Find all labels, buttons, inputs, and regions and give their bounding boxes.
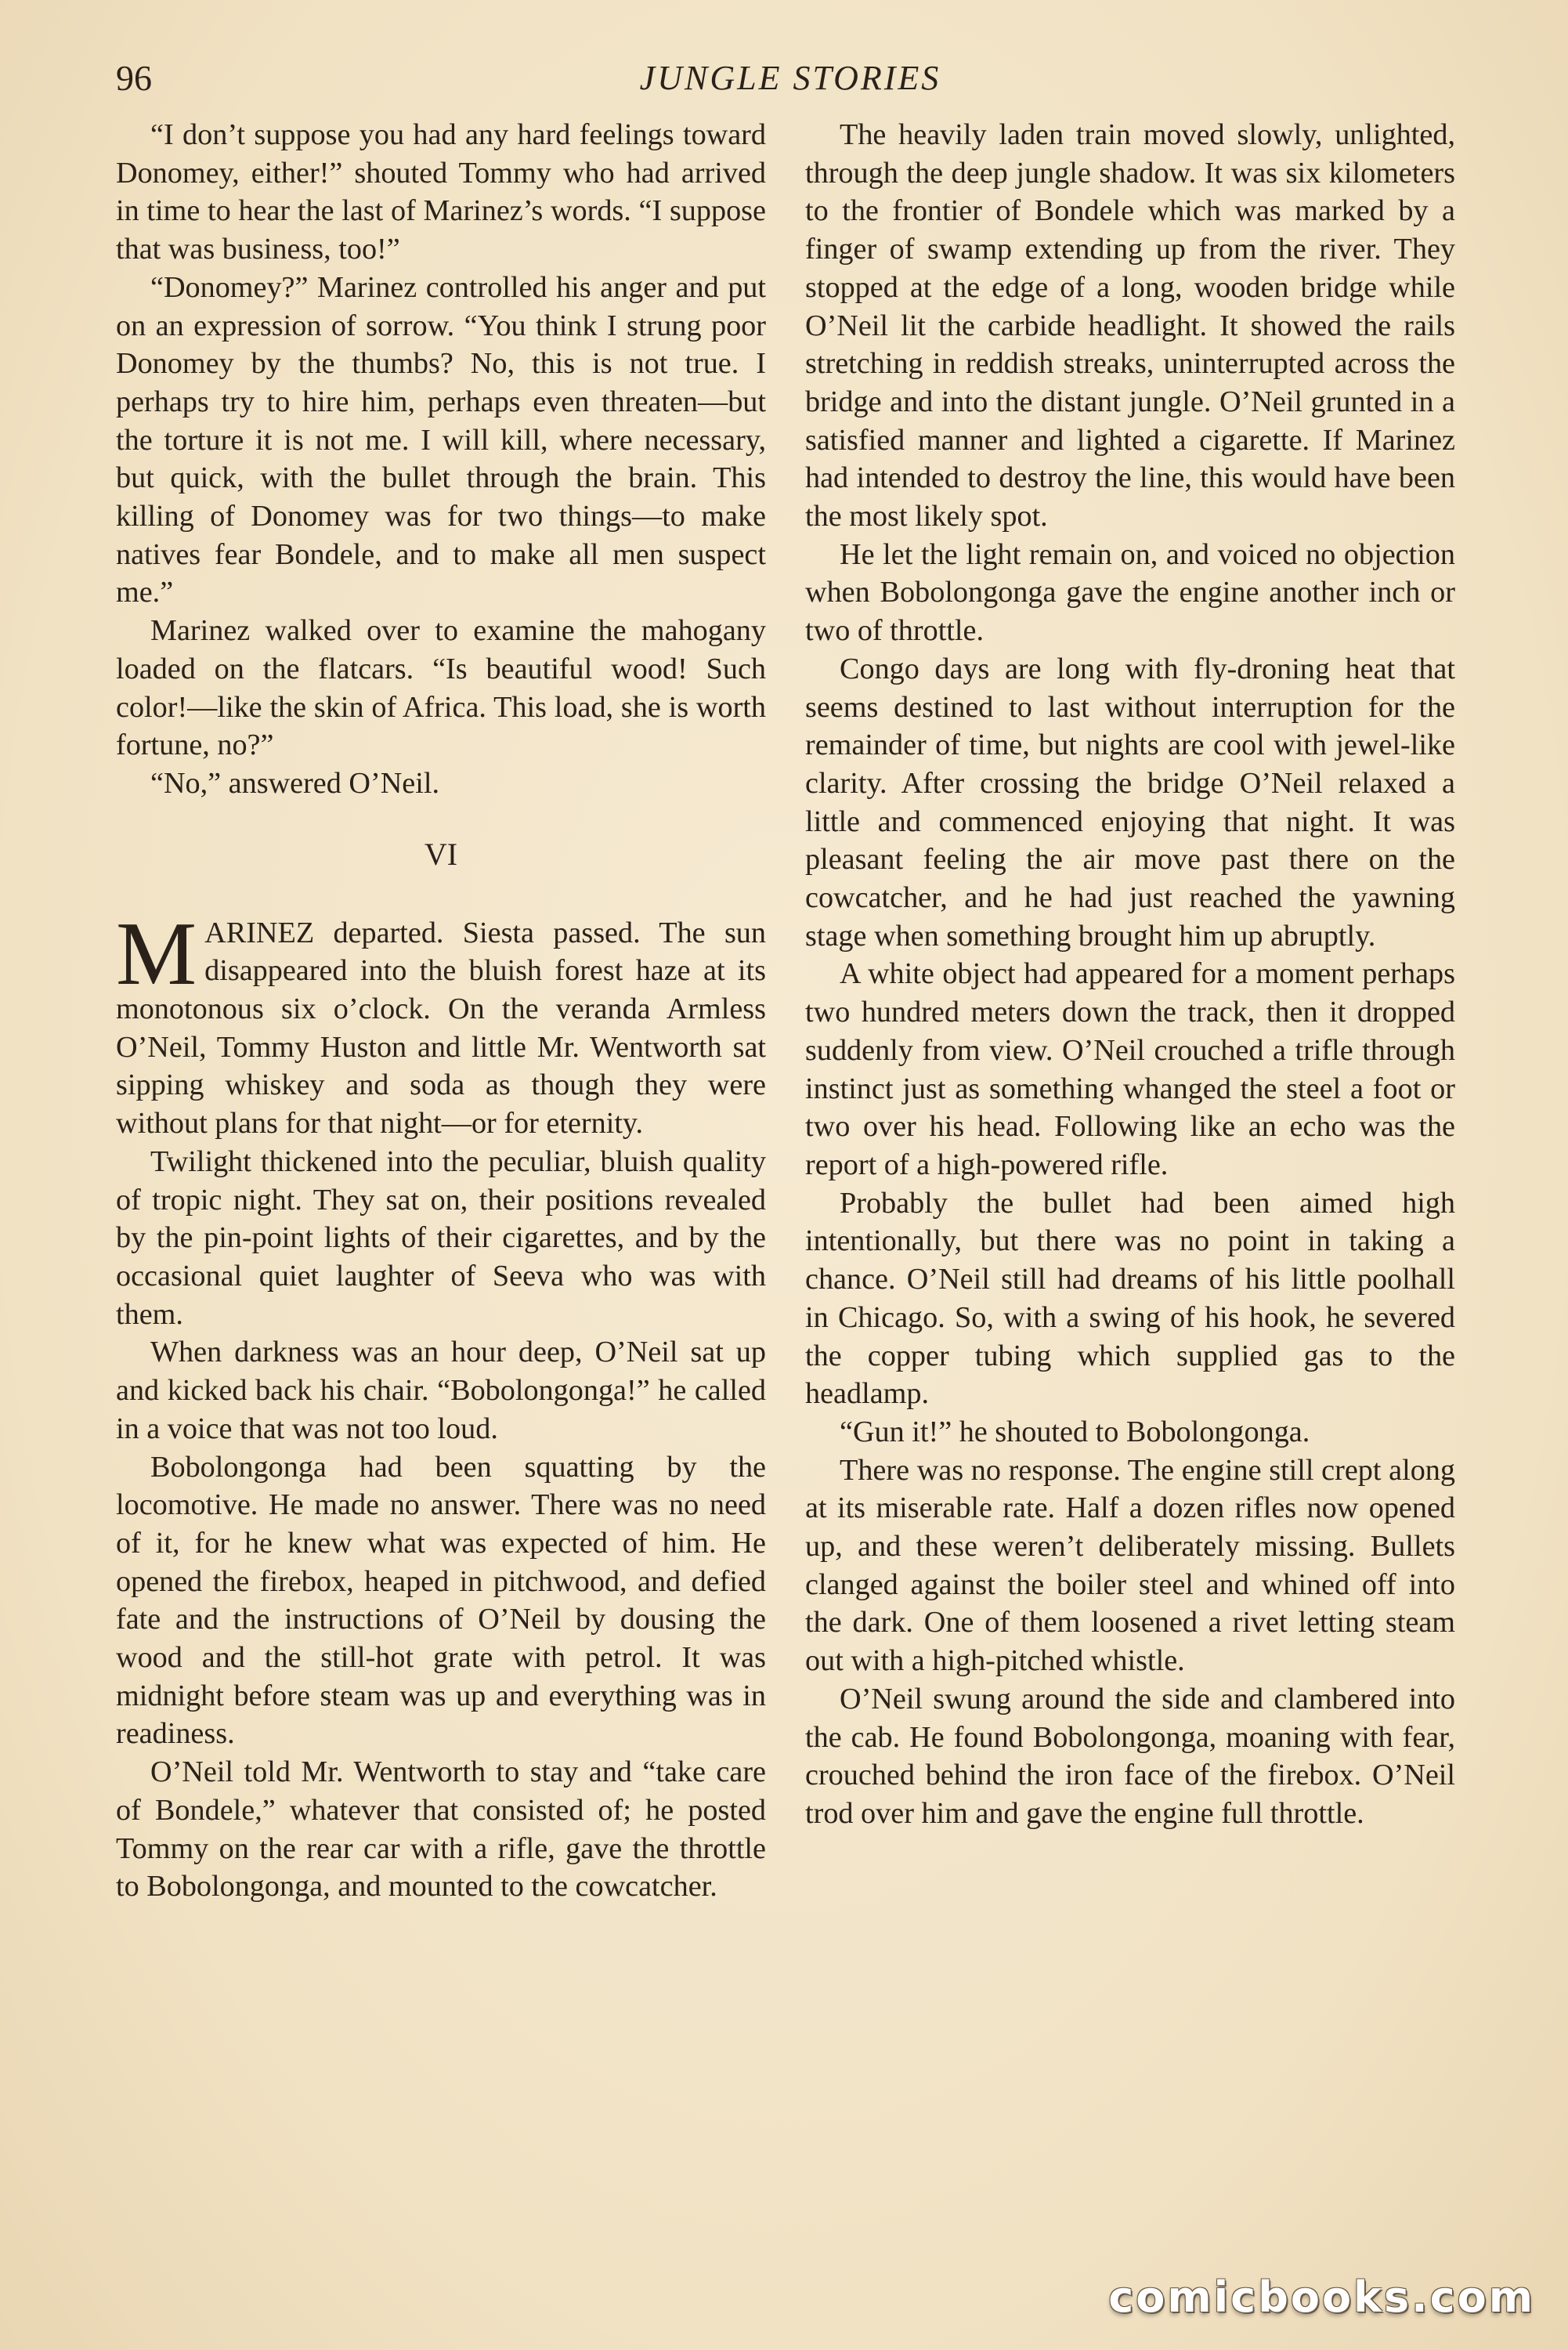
paragraph: The heavily laden train moved slowly, unlighted, through the deep jungle shadow. It was six kilometers to the frontier of Bondele which was marked by a finger of swamp extending up from the river. They stopped at the edge of a long, wooden bridge while O’Neil lit the carbide headlight. It showed the rails stretching in reddish streaks, uninterrupted across the bridge and into the distant jungle. O’Neil grunted in a satisfied manner and lighted a cigarette. If Marinez had intended to destroy the line, this would have been the most likely spot.: [805, 118, 1455, 533]
running-title: JUNGLE STORIES: [639, 59, 941, 97]
paragraph: When darkness was an hour deep, O’Neil sat up and kicked back his chair. “Bobolongonga!” he called in a voice that was not too loud.: [116, 1336, 766, 1445]
left-column: [116, 116, 766, 1906]
paragraph: Marinez walked over to examine the mahogany loaded on the flatcars. “Is beautiful wood! Such color!—like the skin of Africa. This load, she is worth fortune, no?”: [116, 614, 766, 762]
page-header: [116, 55, 1465, 110]
site-watermark: comicbooks.com: [1108, 2272, 1535, 2322]
paragraph: O’Neil swung around the side and clambered into the cab. He found Bobolongonga, moaning with fear, crouched behind the iron face of the firebox. O’Neil trod over him and gave the engine full throttle.: [805, 1682, 1455, 1830]
paragraph: “I don’t suppose you had any hard feelings toward Donomey, either!” shouted Tommy who had arrived in time to hear the last of Marinez’s words. “I suppose that was business, too!”: [116, 118, 766, 266]
paragraph: O’Neil told Mr. Wentworth to stay and “take care of Bondele,” whatever that consisted of; he posted Tommy on the rear car with a rifle, gave the throttle to Bobolongonga, and mounted to the cowcatcher.: [116, 1755, 766, 1904]
dropcap-paragraph: [116, 903, 766, 1143]
dropcap-paragraph-text: ARINEZ departed. Siesta passed. The sun disappeared into the bluish forest haze at its monotonous six o’clock. On the veranda Armless O’Neil, Tommy Huston and little Mr. Wentworth sat sipping whiskey and soda as though they were without plans for that night—or for eternity.: [116, 916, 766, 1141]
paragraph: Twilight thickened into the peculiar, bluish quality of tropic night. They sat on, their positions revealed by the pin-point lights of their cigarettes, and by the occasional quiet laughter of Seeva who was with them.: [116, 1144, 766, 1331]
paragraph: “No,” answered O’Neil.: [150, 766, 439, 800]
page-number: 96: [116, 58, 152, 98]
paragraph: There was no response. The engine still crept along at its miserable rate. Half a dozen rifles now opened up, and these weren’t deliberately missing. Bullets clanged against the boiler steel and whined off into the dark. One of them loosened a rivet letting steam out with a high-pitched whistle.: [805, 1453, 1455, 1678]
right-column: [805, 116, 1455, 1833]
paragraph: A white object had appeared for a moment perhaps two hundred meters down the track, then it dropped suddenly from view. O’Neil crouched a trifle through instinct just as something whanged the steel a foot or two over his head. Following like an echo was the report of a high-powered rifle.: [805, 957, 1455, 1181]
paragraph: “Donomey?” Marinez controlled his anger and put on an expression of sorrow. “You think I strung poor Donomey by the thumbs? No, this is not true. I perhaps try to hire him, perhaps even threaten—but the torture it is not me. I will kill, where necessary, but quick, with the bullet through the brain. This killing of Donomey was for two things—to make natives fear Bondele, and to make all men suspect me.”: [116, 270, 766, 609]
paragraph: Congo days are long with fly-droning heat that seems destined to last without interruption for the remainder of time, but nights are cool with jewel-like clarity. After crossing the bridge O’Neil relaxed a little and commenced enjoying that night. It was pleasant feeling the air move past there on the cowcatcher, and he had just reached the yawning stage when something brought him up abruptly.: [805, 652, 1455, 953]
drop-cap-letter: M: [116, 903, 197, 1004]
paragraph: Probably the bullet had been aimed high intentionally, but there was no point in taking a chance. O’Neil still had dreams of his little poolhall in Chicago. So, with a swing of his hook, he severed the copper tubing which supplied gas to the headlamp.: [805, 1186, 1455, 1411]
paragraph: He let the light remain on, and voiced no objection when Bobolongonga gave the engine another inch or two of throttle.: [805, 537, 1455, 648]
paragraph: Bobolongonga had been squatting by the locomotive. He made no answer. There was no need of it, for he knew what was expected of him. He opened the firebox, heaped in pitchwood, and defied fate and the instructions of O’Neil by dousing the wood and the still-hot grate with petrol. It was midnight before steam was up and everything was in readiness.: [116, 1450, 766, 1751]
section-heading: VI: [424, 836, 458, 872]
paragraph: “Gun it!” he shouted to Bobolongonga.: [840, 1415, 1310, 1448]
